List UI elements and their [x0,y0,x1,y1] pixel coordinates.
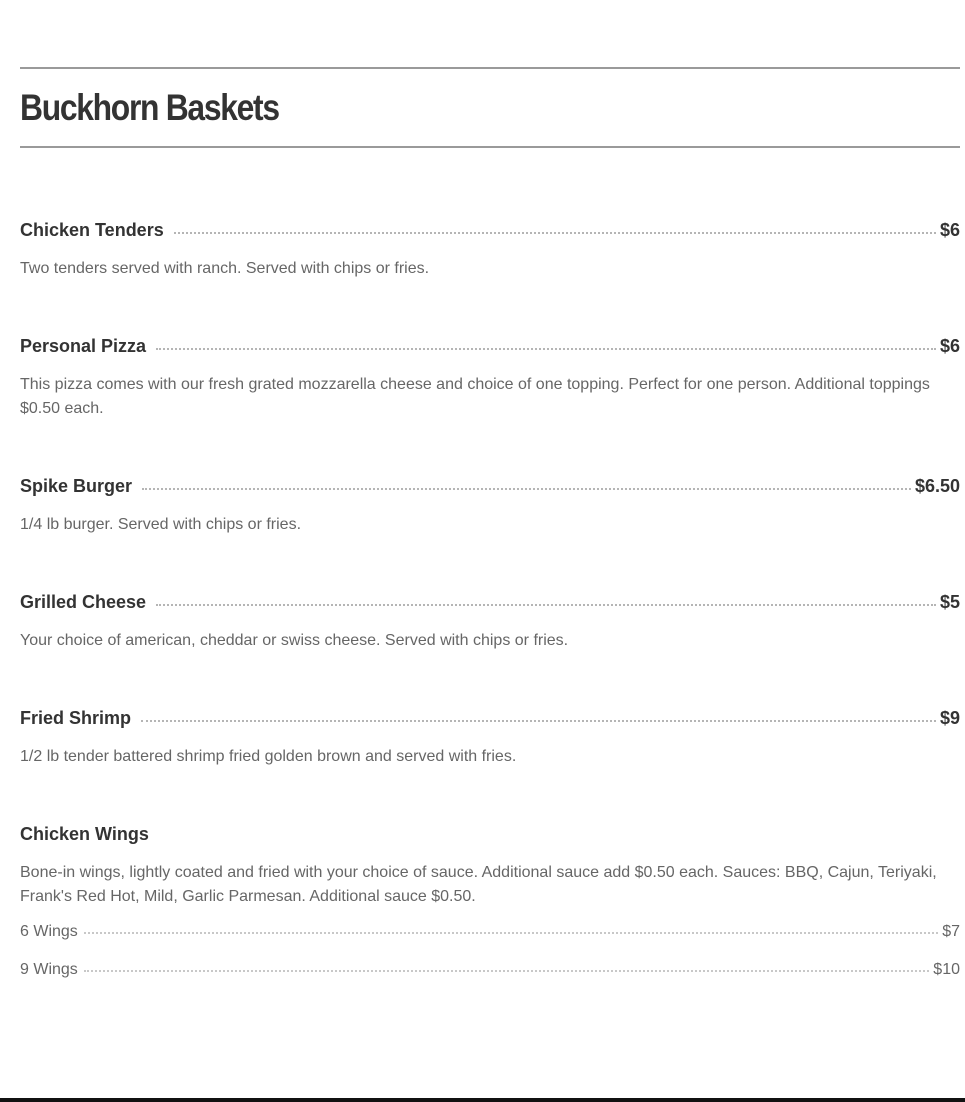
menu-item-chicken-tenders [20,220,960,281]
dotted-leader [156,348,936,350]
item-price: $6 [939,220,960,240]
item-description: This pizza comes with our fresh grated mozzarella cheese and choice of one topping. Perfect for one person. Additional toppings $0.50 each. [20,376,930,417]
option-price: $7 [942,923,960,940]
item-description: 1/2 lb tender battered shrimp fried golden brown and served with fries. [20,748,517,765]
item-name: Grilled Cheese [20,592,147,612]
menu-item-spike-burger [20,476,960,537]
item-name: Fried Shrimp [20,708,132,728]
item-price: $6 [939,336,960,356]
item-description: Your choice of american, cheddar or swiss cheese. Served with chips or fries. [20,632,569,649]
menu-item-chicken-wings [20,824,960,985]
dotted-leader [84,970,930,972]
wing-option-row [20,923,960,947]
option-name: 6 Wings [20,923,78,940]
bottom-edge-bar [0,1098,965,1102]
dotted-leader [156,604,936,606]
menu-item-fried-shrimp [20,708,960,769]
section-title: Buckhorn Baskets [20,87,279,128]
dotted-leader [84,932,938,934]
section-bottom-divider [20,146,960,148]
item-name: Chicken Tenders [20,220,164,240]
wing-option-row [20,961,960,985]
item-name: Personal Pizza [20,336,147,356]
option-price: $10 [933,961,960,978]
menu-items [20,220,960,985]
item-price: $6.50 [914,476,960,496]
dotted-leader [174,232,936,234]
item-description: Bone-in wings, lightly coated and fried with your choice of sauce. Additional sauce add $0.50 each. Sauces: BBQ, Cajun, Teriyaki, Frank's Red Hot, Mild, Garlic Parmesan. Additional sauce $0.50. [20,864,937,905]
item-description: Two tenders served with ranch. Served with chips or fries. [20,260,430,277]
section-top-divider [20,67,960,69]
item-name: Chicken Wings [20,824,149,844]
item-description: 1/4 lb burger. Served with chips or fries. [20,516,302,533]
item-price: $5 [939,592,960,612]
option-name: 9 Wings [20,961,78,978]
dotted-leader [142,488,911,490]
menu-item-grilled-cheese [20,592,960,653]
item-price: $9 [939,708,960,728]
dotted-leader [141,720,936,722]
item-name: Spike Burger [20,476,133,496]
menu-item-personal-pizza [20,336,960,421]
